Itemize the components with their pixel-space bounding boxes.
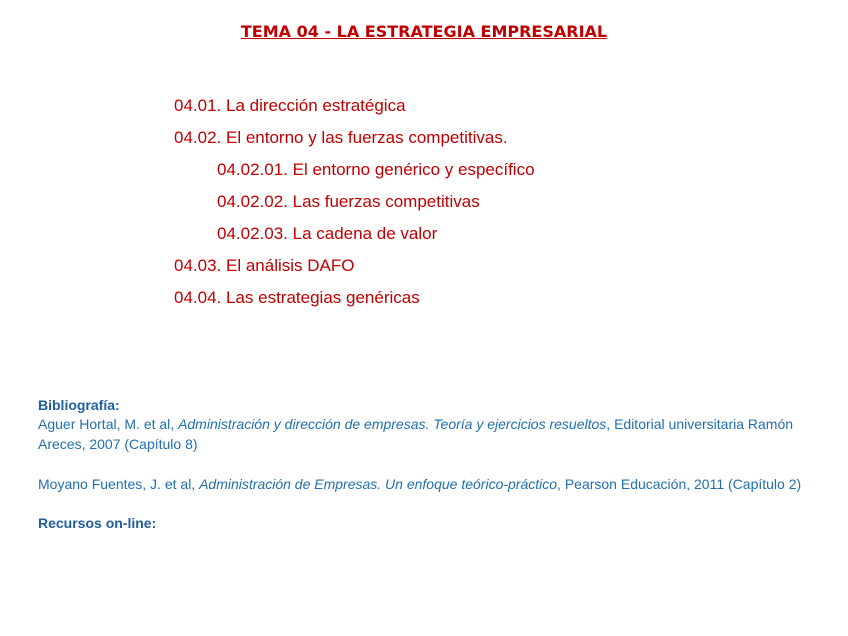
- entry-authors: Moyano Fuentes, J. et al,: [38, 476, 200, 492]
- entry-book-title: Administración y dirección de empresas. Teoría y ejercicios resueltos: [178, 416, 607, 432]
- toc-item-04-02-03: 04.02.03. La cadena de valor: [217, 224, 438, 243]
- entry-details: , Pearson Educación, 2011 (Capítulo 2): [557, 476, 802, 492]
- bibliography-entry-1: [38, 414, 828, 454]
- toc-item-04-02-01: 04.02.01. El entorno genérico y específico: [217, 160, 535, 179]
- toc-item-04-02-02: 04.02.02. Las fuerzas competitivas: [217, 192, 480, 211]
- entry-authors: Aguer Hortal, M. et al,: [38, 416, 179, 432]
- toc-item-04-02: 04.02. El entorno y las fuerzas competitivas.: [174, 128, 508, 147]
- bibliography-section: [38, 396, 828, 532]
- page-title: TEMA 04 - LA ESTRATEGIA EMPRESARIAL: [240, 22, 608, 41]
- toc-item-04-04: 04.04. Las estrategias genéricas: [174, 288, 420, 307]
- entry-book-title: Administración de Empresas. Un enfoque teórico-práctico: [199, 476, 558, 492]
- online-resources-heading: Recursos on-line:: [38, 515, 157, 531]
- toc-item-04-01: 04.01. La dirección estratégica: [174, 96, 406, 115]
- table-of-contents: [174, 94, 535, 318]
- entry-details: , Editorial universitaria Ramón Areces, 2007 (Capítulo 8): [38, 416, 794, 452]
- bibliography-entry-2: [38, 474, 828, 494]
- bibliography-heading: Bibliografía:: [38, 397, 120, 413]
- toc-item-04-03: 04.03. El análisis DAFO: [174, 256, 355, 275]
